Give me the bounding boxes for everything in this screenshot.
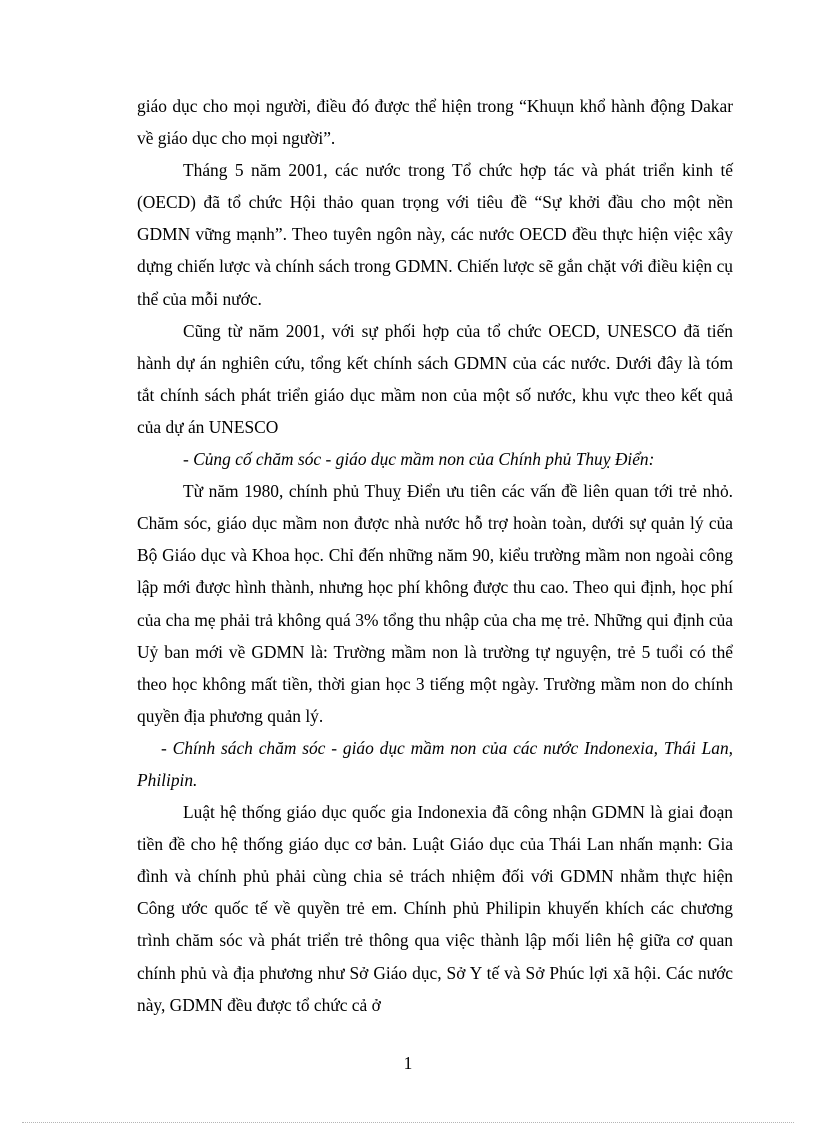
document-body bbox=[137, 90, 733, 1021]
paragraph-indonesia-thailand-philippines: Luật hệ thống giáo dục quốc gia Indonexia đã công nhận GDMN là giai đoạn tiền đề cho hệ thống giáo dục cơ bản. Luật Giáo dục của Thái Lan nhấn mạnh: Gia đình và chính phủ phải cùng chia sẻ trách nhiệm đối với GDMN nhằm thực hiện Công ước quốc tế về quyền trẻ em. Chính phủ Philipin khuyến khích các chương trình chăm sóc và phát triển trẻ thông qua việc thành lập mối liên hệ giữa cơ quan chính phủ và địa phương như Sở Giáo dục, Sở Y tế và Sở Phúc lợi xã hội. Các nước này, GDMN đều được tổ chức cả ở bbox=[137, 802, 733, 1015]
subheading-sweden: - Củng cố chăm sóc - giáo dục mầm non của Chính phủ Thuỵ Điển: bbox=[183, 449, 655, 470]
subheading-indonesia-thailand-philippines: - Chính sách chăm sóc - giáo dục mầm non của các nước Indonexia, Thái Lan, Philipin. bbox=[137, 737, 733, 790]
paragraph-dakar-continuation: giáo dục cho mọi người, điều đó được thể hiện trong “Khuụn khổ hành động Dakar về giáo dục cho mọi người”. bbox=[137, 96, 733, 149]
page-number: 1 bbox=[403, 1053, 413, 1073]
paragraph-oecd-2001: Tháng 5 năm 2001, các nước trong Tổ chức hợp tác và phát triển kinh tế (OECD) đã tổ chức Hội thảo quan trọng với tiêu đề “Sự khởi đầu cho một nền GDMN vững mạnh”. Theo tuyên ngôn này, các nước OECD đều thực hiện việc xây dựng chiến lược và chính sách trong GDMN. Chiến lược sẽ gắn chặt với điều kiện cụ thể của mỗi nước. bbox=[137, 160, 733, 309]
paragraph-unesco-project: Cũng từ năm 2001, với sự phối hợp của tổ chức OECD, UNESCO đã tiến hành dự án nghiên cứu, tổng kết chính sách GDMN của các nước. Dưới đây là tóm tắt chính sách phát triển giáo dục mầm non của một số nước, khu vực theo kết quả của dự án UNESCO bbox=[137, 320, 733, 437]
paragraph-sweden-policy: Từ năm 1980, chính phủ Thuỵ Điển ưu tiên các vấn đề liên quan tới trẻ nhỏ. Chăm sóc, giáo dục mầm non được nhà nước hỗ trợ hoàn toàn, dưới sự quản lý của Bộ Giáo dục và Khoa học. Chỉ đến những năm 90, kiểu trường mầm non ngoài công lập mới được hình thành, nhưng học phí không được thu cao. Theo qui định, học phí của cha mẹ phải trả không quá 3% tổng thu nhập của cha mẹ trẻ. Những qui định của Uỷ ban mới về GDMN là: Trường mầm non là trường tự nguyện, trẻ 5 tuổi có thể theo học không mất tiền, thời gian học 3 tiếng một ngày. Trường mầm non do chính quyền địa phương quản lý. bbox=[137, 481, 733, 726]
